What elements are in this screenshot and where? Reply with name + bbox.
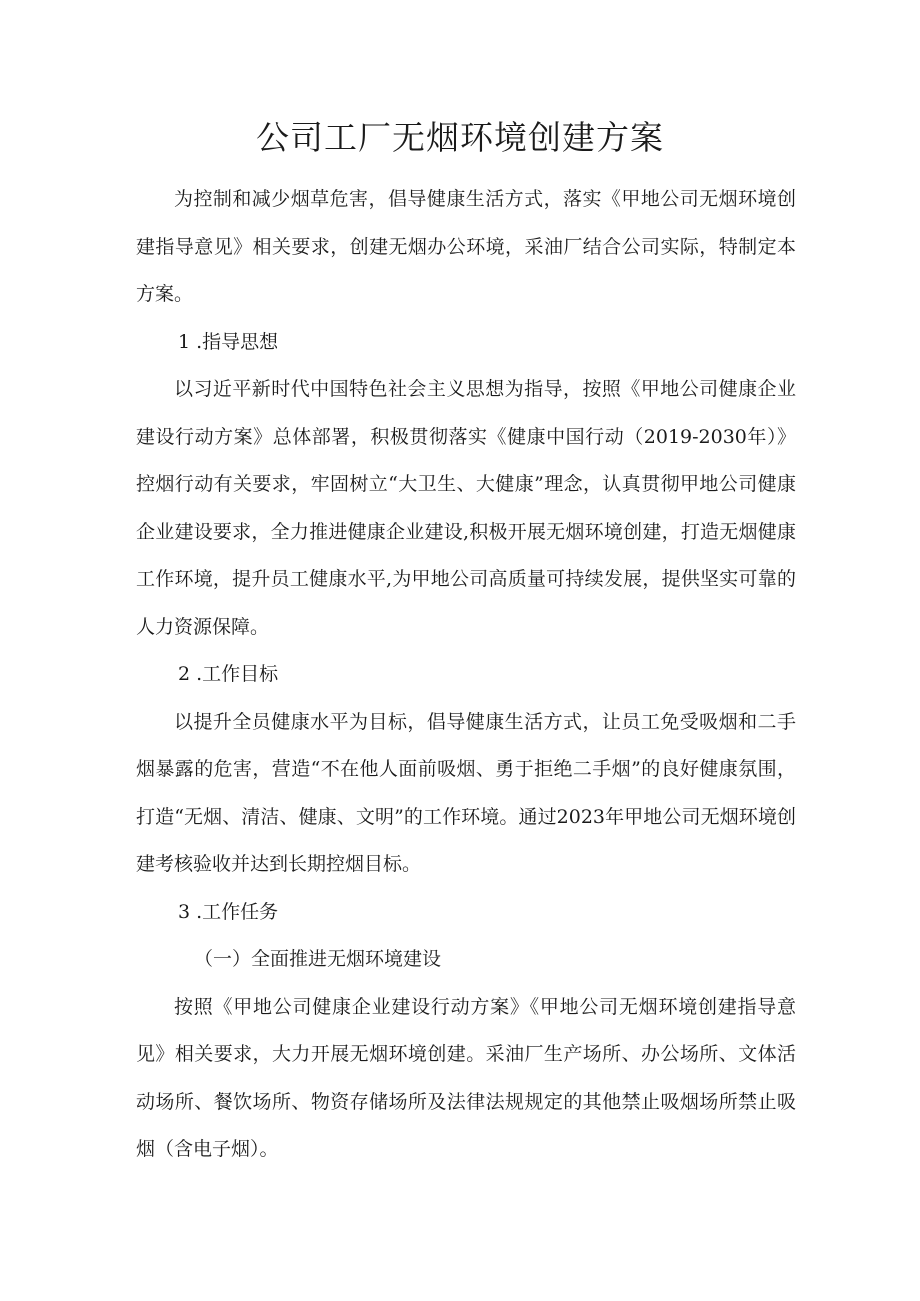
paragraph-intro: 为控制和减少烟草危害，倡导健康生活方式，落实《甲地公司无烟环境创建指导意见》相关要求，创建无烟办公环境，采油厂结合公司实际，特制定本方案。: [136, 188, 796, 305]
subsection-heading-smoke-free-construction: （一）全面推进无烟环境建设: [194, 948, 442, 970]
document-body: [136, 176, 796, 1174]
document-title: 公司工厂无烟环境创建方案: [256, 118, 664, 157]
paragraph-smoke-free-construction: 按照《甲地公司健康企业建设行动方案》《甲地公司无烟环境创建指导意见》相关要求，大力开展无烟环境创建。采油厂生产场所、办公场所、文体活动场所、餐饮场所、物资存储场所及法律法规规定的其他禁止吸烟场所禁止吸烟（含电子烟）。: [136, 995, 796, 1160]
section-heading-work-goals: 2 .工作目标: [178, 663, 279, 685]
paragraph-work-goals: 以提升全员健康水平为目标，倡导健康生活方式，让员工免受吸烟和二手烟暴露的危害，营造“不在他人面前吸烟、勇于拒绝二手烟”的良好健康氛围，打造“无烟、清洁、健康、文明”的工作环境。通过2023年甲地公司无烟环境创建考核验收并达到长期控烟目标。: [136, 710, 796, 875]
paragraph-guiding-ideology: 以习近平新时代中国特色社会主义思想为指导，按照《甲地公司健康企业建设行动方案》总体部署，积极贯彻落实《健康中国行动（2019-2030年）》控烟行动有关要求，牢固树立“大卫生、大健康”理念，认真贯彻甲地公司健康企业建设要求，全力推进健康企业建设,积极开展无烟环境创建，打造无烟健康工作环境，提升员工健康水平,为甲地公司高质量可持续发展，提供坚实可靠的人力资源保障。: [136, 378, 796, 638]
section-heading-work-tasks: 3 .工作任务: [178, 900, 279, 923]
section-heading-guiding-ideology: 1 .指导思想: [178, 330, 279, 353]
